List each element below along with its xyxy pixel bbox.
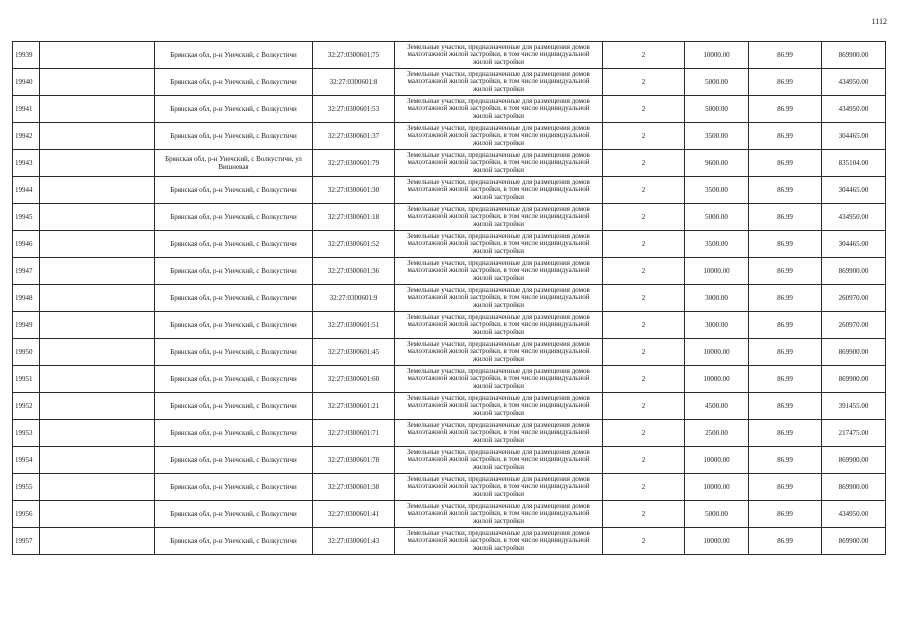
row-category: 2: [603, 447, 685, 474]
row-specific-value: 86.99: [749, 312, 822, 339]
row-cadastral-number: 32:27:0300601:71: [313, 420, 395, 447]
row-cadastral-value: 434950.00: [822, 96, 886, 123]
table-row: [13, 501, 886, 528]
row-address: Брянская обл, р-н Унечский, с Волкустичи: [155, 339, 313, 366]
row-cadastral-value: 869900.00: [822, 42, 886, 69]
row-category: 2: [603, 204, 685, 231]
row-category: 2: [603, 69, 685, 96]
row-specific-value: 86.99: [749, 447, 822, 474]
row-permitted-use: Земельные участки, предназначенные для размещения домов малоэтажной жилой застройки, в том числе индивидуальной жилой застройки: [395, 474, 603, 501]
row-cadastral-value: 434950.00: [822, 69, 886, 96]
row-specific-value: 86.99: [749, 123, 822, 150]
row-address: Брянская обл, р-н Унечский, с Волкустичи: [155, 177, 313, 204]
row-cadastral-number: 32:27:0300601:51: [313, 312, 395, 339]
row-area: 3000.00: [685, 285, 749, 312]
row-cadastral-number: 32:27:0300601:53: [313, 96, 395, 123]
table-row: [13, 393, 886, 420]
row-gap-cell: [40, 420, 155, 447]
row-specific-value: 86.99: [749, 474, 822, 501]
row-number: 19943: [13, 150, 40, 177]
row-cadastral-number: 32:27:0300601:52: [313, 231, 395, 258]
page-number: 1112: [871, 17, 887, 26]
row-cadastral-number: 32:27:0300601:18: [313, 204, 395, 231]
row-category: 2: [603, 177, 685, 204]
row-cadastral-number: 32:27:0300601:37: [313, 123, 395, 150]
row-category: 2: [603, 285, 685, 312]
row-area: 3000.00: [685, 312, 749, 339]
table-row: [13, 285, 886, 312]
row-cadastral-value: 869900.00: [822, 447, 886, 474]
row-gap-cell: [40, 204, 155, 231]
row-permitted-use: Земельные участки, предназначенные для размещения домов малоэтажной жилой застройки, в том числе индивидуальной жилой застройки: [395, 69, 603, 96]
row-gap-cell: [40, 96, 155, 123]
table-row: [13, 177, 886, 204]
row-address: Брянская обл, р-н Унечский, с Волкустичи: [155, 96, 313, 123]
row-number: 19939: [13, 42, 40, 69]
table-row: [13, 42, 886, 69]
row-area: 2500.00: [685, 420, 749, 447]
row-number: 19944: [13, 177, 40, 204]
row-address: Брянская обл, р-н Унечский, с Волкустичи: [155, 420, 313, 447]
row-cadastral-value: 391455.00: [822, 393, 886, 420]
table-row: [13, 204, 886, 231]
row-permitted-use: Земельные участки, предназначенные для размещения домов малоэтажной жилой застройки, в том числе индивидуальной жилой застройки: [395, 528, 603, 555]
row-area: 10000.00: [685, 42, 749, 69]
row-category: 2: [603, 96, 685, 123]
row-cadastral-number: 32:27:0300601:38: [313, 474, 395, 501]
table-row: [13, 528, 886, 555]
row-permitted-use: Земельные участки, предназначенные для размещения домов малоэтажной жилой застройки, в том числе индивидуальной жилой застройки: [395, 366, 603, 393]
row-area: 9600.00: [685, 150, 749, 177]
row-gap-cell: [40, 366, 155, 393]
row-cadastral-value: 869900.00: [822, 258, 886, 285]
row-number: 19946: [13, 231, 40, 258]
row-cadastral-value: 260970.00: [822, 285, 886, 312]
row-area: 4500.00: [685, 393, 749, 420]
row-address: Брянская обл, р-н Унечский, с Волкустичи: [155, 474, 313, 501]
row-number: 19949: [13, 312, 40, 339]
row-area: 5000.00: [685, 204, 749, 231]
row-gap-cell: [40, 150, 155, 177]
row-gap-cell: [40, 393, 155, 420]
row-gap-cell: [40, 474, 155, 501]
row-category: 2: [603, 231, 685, 258]
row-gap-cell: [40, 42, 155, 69]
row-area: 3500.00: [685, 231, 749, 258]
table-row: [13, 69, 886, 96]
row-number: 19955: [13, 474, 40, 501]
row-number: 19941: [13, 96, 40, 123]
row-address: Брянская обл, р-н Унечский, с Волкустичи: [155, 42, 313, 69]
row-category: 2: [603, 501, 685, 528]
row-area: 10000.00: [685, 528, 749, 555]
row-category: 2: [603, 150, 685, 177]
table-row: [13, 123, 886, 150]
row-number: 19948: [13, 285, 40, 312]
row-gap-cell: [40, 312, 155, 339]
row-area: 10000.00: [685, 447, 749, 474]
row-category: 2: [603, 258, 685, 285]
row-category: 2: [603, 312, 685, 339]
row-specific-value: 86.99: [749, 231, 822, 258]
row-category: 2: [603, 123, 685, 150]
row-permitted-use: Земельные участки, предназначенные для размещения домов малоэтажной жилой застройки, в том числе индивидуальной жилой застройки: [395, 501, 603, 528]
row-permitted-use: Земельные участки, предназначенные для размещения домов малоэтажной жилой застройки, в том числе индивидуальной жилой застройки: [395, 285, 603, 312]
row-permitted-use: Земельные участки, предназначенные для размещения домов малоэтажной жилой застройки, в том числе индивидуальной жилой застройки: [395, 177, 603, 204]
row-specific-value: 86.99: [749, 393, 822, 420]
row-cadastral-value: 434950.00: [822, 204, 886, 231]
row-category: 2: [603, 420, 685, 447]
row-number: 19945: [13, 204, 40, 231]
row-cadastral-number: 32:27:0300601:36: [313, 258, 395, 285]
row-cadastral-number: 32:27:0300601:60: [313, 366, 395, 393]
row-gap-cell: [40, 501, 155, 528]
table-row: [13, 312, 886, 339]
row-cadastral-number: 32:27:0300601:9: [313, 285, 395, 312]
row-category: 2: [603, 528, 685, 555]
row-number: 19950: [13, 339, 40, 366]
row-number: 19940: [13, 69, 40, 96]
row-cadastral-value: 434950.00: [822, 501, 886, 528]
row-permitted-use: Земельные участки, предназначенные для размещения домов малоэтажной жилой застройки, в том числе индивидуальной жилой застройки: [395, 258, 603, 285]
row-cadastral-value: 869900.00: [822, 339, 886, 366]
row-area: 3500.00: [685, 123, 749, 150]
row-cadastral-value: 835104.00: [822, 150, 886, 177]
row-permitted-use: Земельные участки, предназначенные для размещения домов малоэтажной жилой застройки, в том числе индивидуальной жилой застройки: [395, 150, 603, 177]
row-area: 10000.00: [685, 339, 749, 366]
row-address: Брянская обл, р-н Унечский, с Волкустичи: [155, 258, 313, 285]
row-gap-cell: [40, 285, 155, 312]
row-address: Брянская обл, р-н Унечский, с Волкустичи: [155, 123, 313, 150]
row-specific-value: 86.99: [749, 528, 822, 555]
row-permitted-use: Земельные участки, предназначенные для размещения домов малоэтажной жилой застройки, в том числе индивидуальной жилой застройки: [395, 339, 603, 366]
row-gap-cell: [40, 258, 155, 285]
row-number: 19952: [13, 393, 40, 420]
row-specific-value: 86.99: [749, 420, 822, 447]
row-gap-cell: [40, 231, 155, 258]
row-permitted-use: Земельные участки, предназначенные для размещения домов малоэтажной жилой застройки, в том числе индивидуальной жилой застройки: [395, 96, 603, 123]
row-cadastral-number: 32:27:0300601:79: [313, 150, 395, 177]
row-number: 19956: [13, 501, 40, 528]
row-address: Брянская обл, р-н Унечский, с Волкустичи: [155, 312, 313, 339]
row-number: 19954: [13, 447, 40, 474]
row-area: 10000.00: [685, 474, 749, 501]
table-row: [13, 366, 886, 393]
row-number: 19947: [13, 258, 40, 285]
row-specific-value: 86.99: [749, 366, 822, 393]
table-row: [13, 150, 886, 177]
row-permitted-use: Земельные участки, предназначенные для размещения домов малоэтажной жилой застройки, в том числе индивидуальной жилой застройки: [395, 420, 603, 447]
table-row: [13, 96, 886, 123]
table-row: [13, 474, 886, 501]
row-gap-cell: [40, 123, 155, 150]
row-number: 19951: [13, 366, 40, 393]
row-area: 10000.00: [685, 258, 749, 285]
row-gap-cell: [40, 177, 155, 204]
row-cadastral-number: 32:27:0300601:75: [313, 42, 395, 69]
row-cadastral-number: 32:27:0300601:30: [313, 177, 395, 204]
row-specific-value: 86.99: [749, 501, 822, 528]
row-address: Брянская обл, р-н Унечский, с Волкустичи: [155, 366, 313, 393]
row-number: 19957: [13, 528, 40, 555]
row-number: 19942: [13, 123, 40, 150]
row-area: 3500.00: [685, 177, 749, 204]
row-address: Брянская обл, р-н Унечский, с Волкустичи: [155, 393, 313, 420]
row-specific-value: 86.99: [749, 204, 822, 231]
table-row: [13, 258, 886, 285]
row-cadastral-number: 32:27:0300601:78: [313, 447, 395, 474]
row-address: Брянская обл, р-н Унечский, с Волкустичи: [155, 231, 313, 258]
row-category: 2: [603, 366, 685, 393]
row-gap-cell: [40, 528, 155, 555]
row-address: Брянская обл, р-н Унечский, с Волкустичи: [155, 285, 313, 312]
row-address: Брянская обл, р-н Унечский, с Волкустичи: [155, 501, 313, 528]
row-category: 2: [603, 474, 685, 501]
row-specific-value: 86.99: [749, 258, 822, 285]
row-area: 10000.00: [685, 366, 749, 393]
row-address: Брянская обл, р-н Унечский, с Волкустичи: [155, 204, 313, 231]
row-category: 2: [603, 42, 685, 69]
row-area: 5000.00: [685, 96, 749, 123]
table-row: [13, 231, 886, 258]
row-permitted-use: Земельные участки, предназначенные для размещения домов малоэтажной жилой застройки, в том числе индивидуальной жилой застройки: [395, 447, 603, 474]
row-cadastral-number: 32:27:0300601:41: [313, 501, 395, 528]
row-cadastral-number: 32:27:0300601:43: [313, 528, 395, 555]
table-row: [13, 447, 886, 474]
row-cadastral-value: 869900.00: [822, 528, 886, 555]
row-cadastral-number: 32:27:0300601:45: [313, 339, 395, 366]
row-category: 2: [603, 339, 685, 366]
row-cadastral-value: 217475.00: [822, 420, 886, 447]
row-cadastral-value: 869900.00: [822, 366, 886, 393]
row-area: 5000.00: [685, 69, 749, 96]
row-permitted-use: Земельные участки, предназначенные для размещения домов малоэтажной жилой застройки, в том числе индивидуальной жилой застройки: [395, 123, 603, 150]
row-specific-value: 86.99: [749, 42, 822, 69]
row-permitted-use: Земельные участки, предназначенные для размещения домов малоэтажной жилой застройки, в том числе индивидуальной жилой застройки: [395, 312, 603, 339]
row-specific-value: 86.99: [749, 339, 822, 366]
row-address: Брянская обл, р-н Унечский, с Волкустичи: [155, 69, 313, 96]
row-cadastral-value: 304465.00: [822, 177, 886, 204]
row-cadastral-value: 260970.00: [822, 312, 886, 339]
row-address: Брянская обл, р-н Унечский, с Волкустичи: [155, 447, 313, 474]
row-category: 2: [603, 393, 685, 420]
row-gap-cell: [40, 447, 155, 474]
row-gap-cell: [40, 339, 155, 366]
table-row: [13, 339, 886, 366]
row-cadastral-value: 869900.00: [822, 474, 886, 501]
row-permitted-use: Земельные участки, предназначенные для размещения домов малоэтажной жилой застройки, в том числе индивидуальной жилой застройки: [395, 231, 603, 258]
row-area: 5000.00: [685, 501, 749, 528]
row-specific-value: 86.99: [749, 285, 822, 312]
row-permitted-use: Земельные участки, предназначенные для размещения домов малоэтажной жилой застройки, в том числе индивидуальной жилой застройки: [395, 42, 603, 69]
row-specific-value: 86.99: [749, 177, 822, 204]
row-address: Брянская обл, р-н Унечский, с Волкустичи: [155, 528, 313, 555]
row-cadastral-value: 304465.00: [822, 123, 886, 150]
row-specific-value: 86.99: [749, 69, 822, 96]
row-specific-value: 86.99: [749, 150, 822, 177]
row-gap-cell: [40, 69, 155, 96]
row-specific-value: 86.99: [749, 96, 822, 123]
row-address: Брянская обл, р-н Унечский, с Волкустичи, ул Вишневая: [155, 150, 313, 177]
row-number: 19953: [13, 420, 40, 447]
table-row: [13, 420, 886, 447]
row-cadastral-number: 32:27:0300601:8: [313, 69, 395, 96]
cadastral-value-table: [12, 41, 886, 555]
row-cadastral-value: 304465.00: [822, 231, 886, 258]
row-permitted-use: Земельные участки, предназначенные для размещения домов малоэтажной жилой застройки, в том числе индивидуальной жилой застройки: [395, 393, 603, 420]
row-permitted-use: Земельные участки, предназначенные для размещения домов малоэтажной жилой застройки, в том числе индивидуальной жилой застройки: [395, 204, 603, 231]
row-cadastral-number: 32:27:0300601:21: [313, 393, 395, 420]
